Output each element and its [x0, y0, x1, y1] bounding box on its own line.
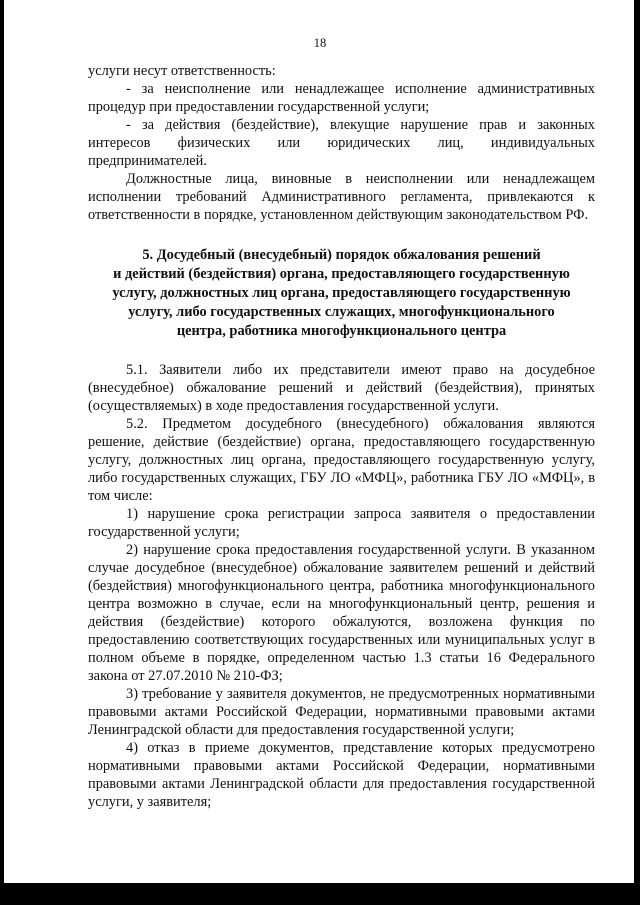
paragraph: - за неисполнение или ненадлежащее исполнение административных процедур при предоставлении государственной услуги; [88, 81, 595, 115]
heading-line: центра, работника многофункционального центра [176, 323, 507, 339]
paragraph: 4) отказ в приеме документов, представление которых предусмотрено нормативными правовыми актами Российской Федерации, нормативными правовыми актами Ленинградской области для предоставления государственной услуги, у заявителя; [88, 740, 595, 810]
paragraph: Должностные лица, виновные в неисполнении или ненадлежащем исполнении требований Административного регламента, привлекаются к ответственности в порядке, установленном действующим законодательством РФ. [88, 171, 595, 223]
paragraph: 5.1. Заявители либо их представители имеют право на досудебное (внесудебное) обжалование решений и действий (бездействия), принятых (осуществляемых) в ходе предоставления государственной услуги. [88, 362, 595, 414]
page-number: 18 [313, 36, 327, 50]
paragraph: 2) нарушение срока предоставления государственной услуги. В указанном случае досудебное (внесудебное) обжалование заявителем решений и действий (бездействия) многофункционального центра, работника многофункционального центра возможно в случае, если на многофункциональный центр, решения и действия (бездействие) которого обжалуются, возложена функция по предоставлению соответствующих государственных или муниципальных услуг в полном объеме в порядке, определенном частью 1.3 статьи 16 Федерального закона от 27.07.2010 № 210-ФЗ; [88, 542, 595, 684]
heading-line: услугу, либо государственных служащих, многофункционального [128, 304, 555, 320]
paragraph: услуги несут ответственность: [88, 63, 276, 79]
paragraph: 5.2. Предметом досудебного (внесудебного) обжалования являются решение, действие (бездействие) органа, предоставляющего государственную услугу, должностных лиц органа, предоставляющего государственную услугу, либо государственных служащих, ГБУ ЛО «МФЦ», работника ГБУ ЛО «МФЦ», в том числе: [88, 416, 595, 504]
scan-border-right [634, 0, 640, 905]
heading-line: 5. Досудебный (внесудебный) порядок обжалования решений [142, 247, 541, 263]
paragraph: 3) требование у заявителя документов, не предусмотренных нормативными правовыми актами Российской Федерации, нормативными правовыми актами Ленинградской области для предоставления государственной услуги; [88, 686, 595, 738]
scan-border-bottom [0, 883, 640, 905]
heading-line: услугу, должностных лиц органа, предоставляющего государственную [112, 285, 571, 301]
paragraph: - за действия (бездействие), влекущие нарушение прав и законных интересов физических или юридических лиц, индивидуальных предпринимателей. [88, 117, 595, 169]
paragraph: 1) нарушение срока регистрации запроса заявителя о предоставлении государственной услуги; [88, 506, 595, 540]
heading-line: и действий (бездействия) органа, предоставляющего государственную [113, 266, 570, 282]
document-body [88, 62, 595, 811]
section-heading [88, 246, 595, 341]
scan-border-left [0, 0, 4, 905]
